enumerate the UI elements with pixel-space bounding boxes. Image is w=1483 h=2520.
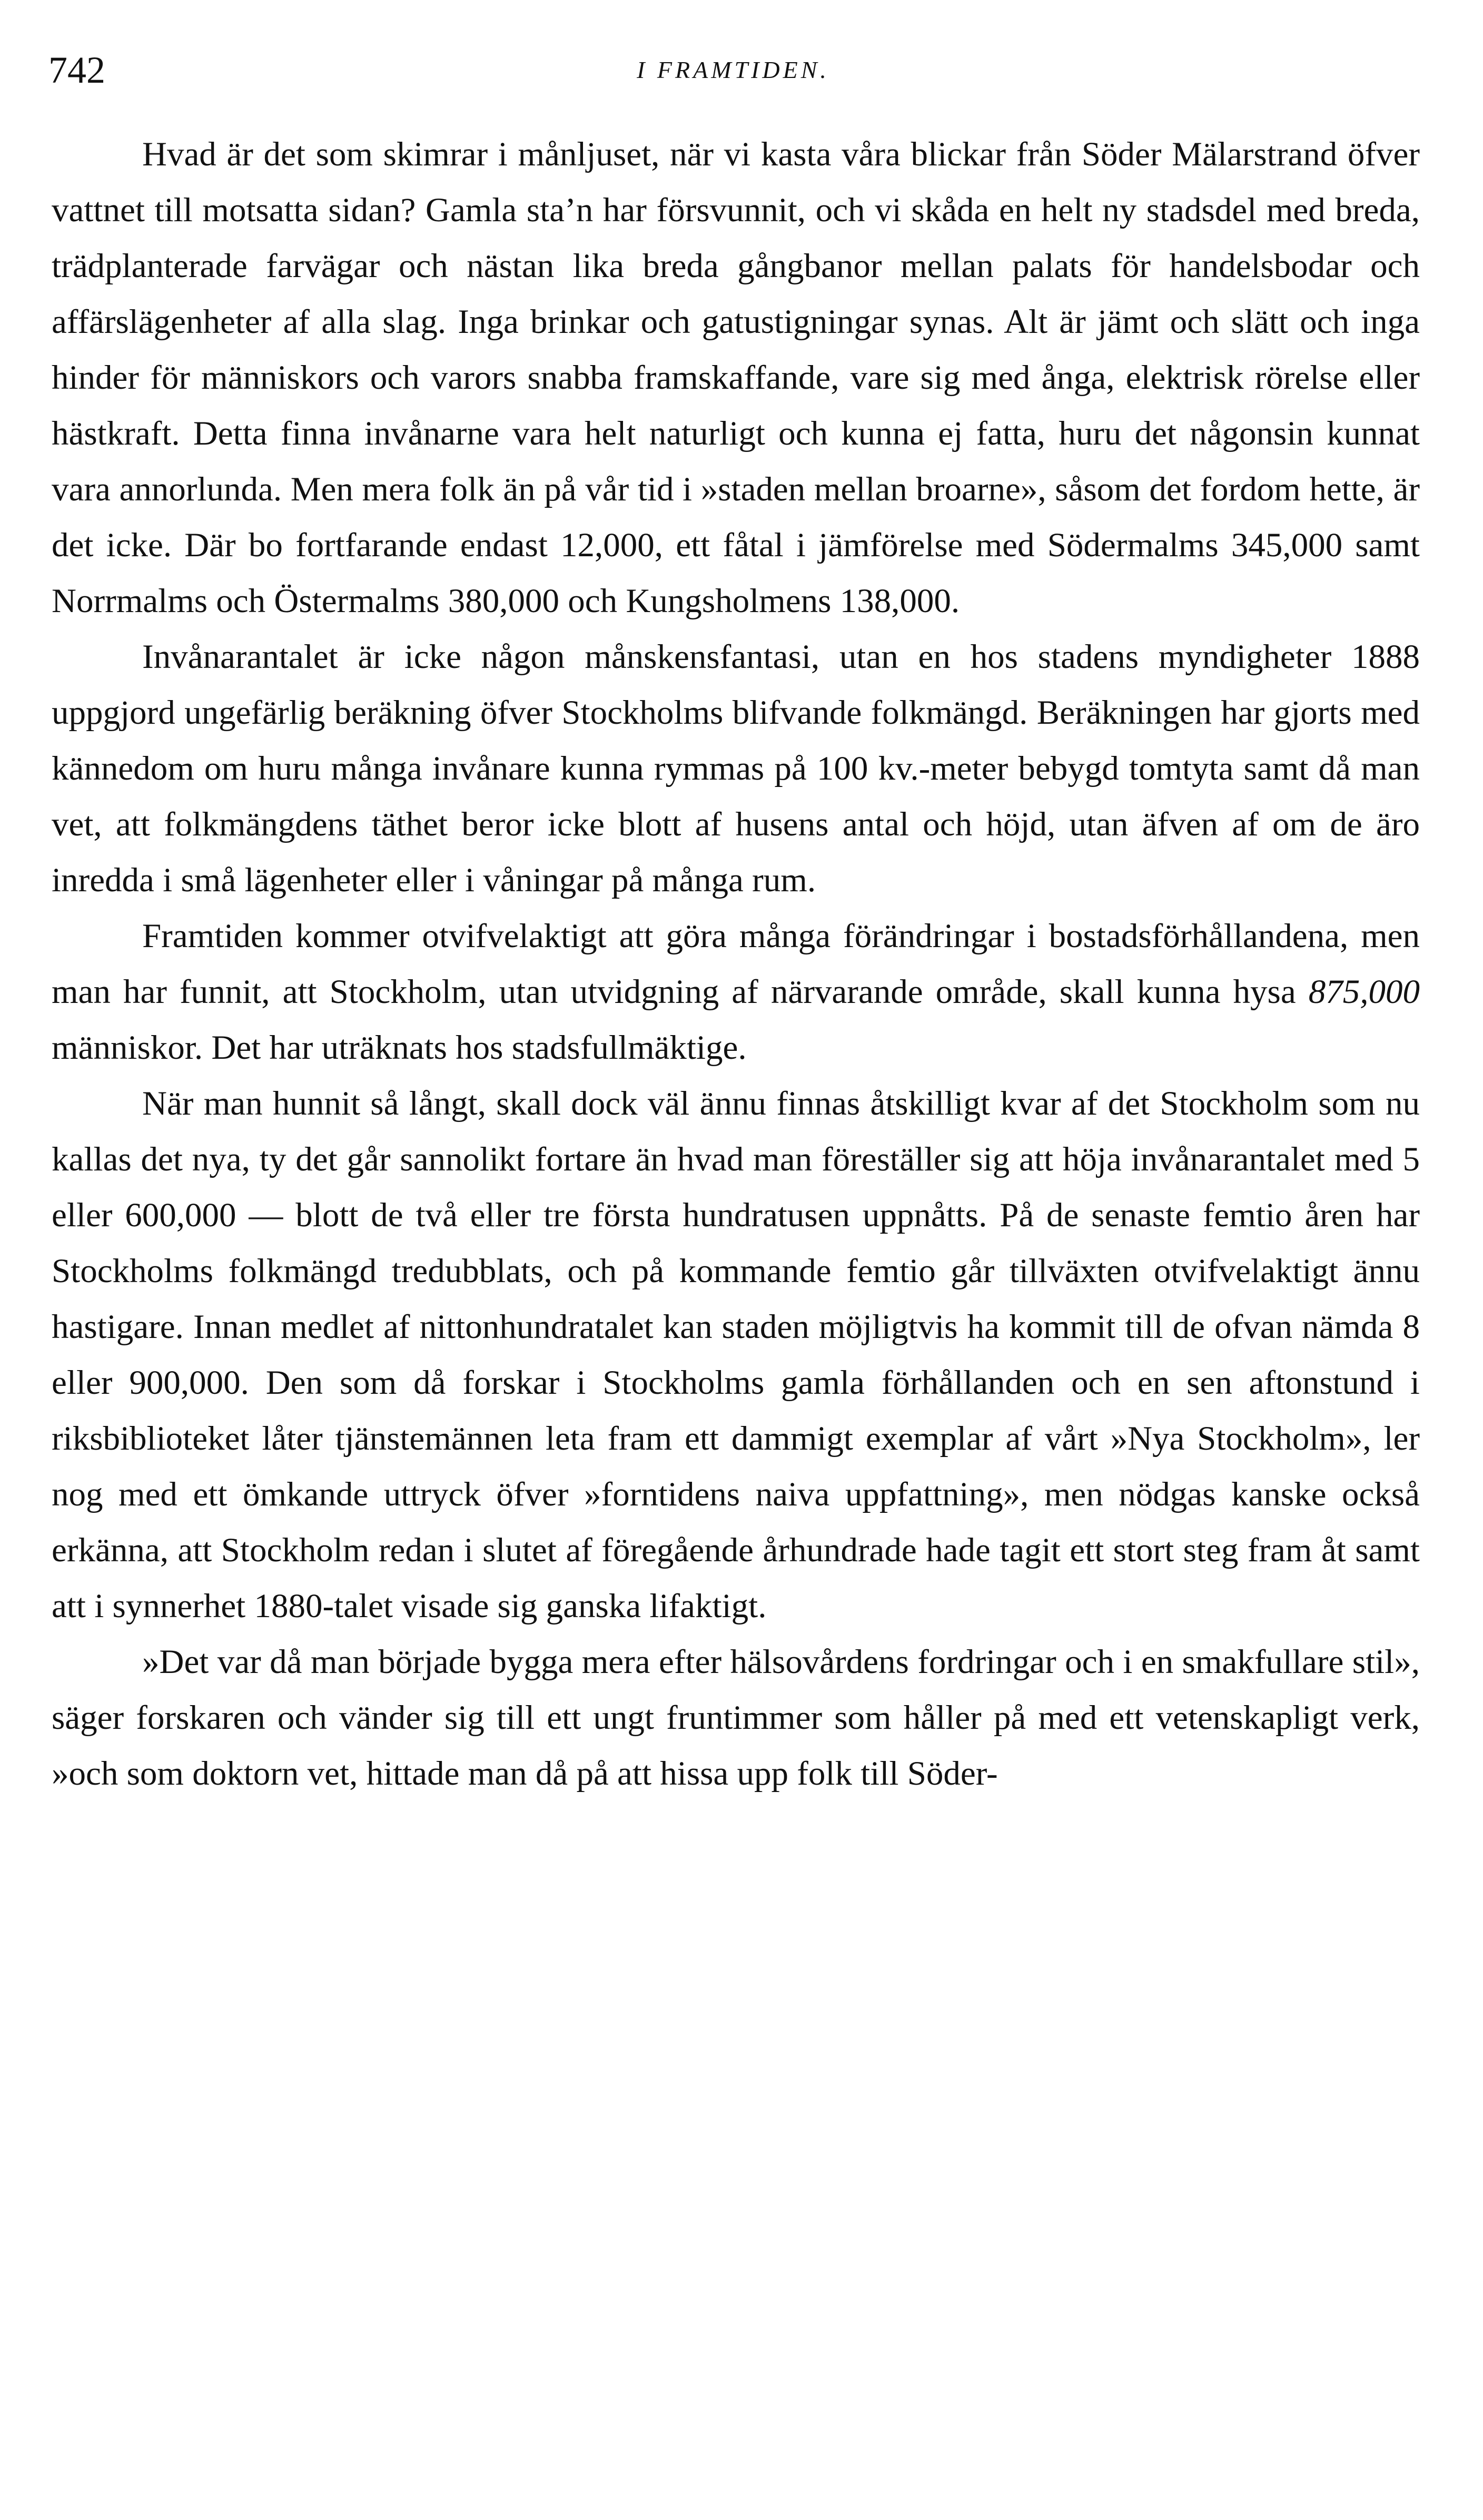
paragraph-3	[52, 908, 1420, 1076]
population-figure: 875,000	[1308, 973, 1420, 1011]
running-title: I FRAMTIDEN.	[637, 56, 829, 83]
paragraph-4: När man hunnit så långt, skall dock väl ännu finnas åtskilligt kvar af det Stockholm som nu kallas det nya, ty det går sannolikt fortare än hvad man föreställer sig att höja invånarantalet med 5 eller 600,000 — blott de två eller tre första hundratusen uppnåtts. På de senaste femtio åren har Stockholms folkmängd tredubblats, och på kommande femtio går tillväxten otvifvelaktigt ännu hastigare. Innan medlet af nittonhundratalet kan staden möjligtvis ha kommit till de ofvan nämda 8 eller 900,000. Den som då forskar i Stockholms gamla förhållanden och en sen aftonstund i riksbiblioteket låter tjänstemännen leta fram ett dammigt exemplar af vårt »Nya Stockholm», ler nog med ett ömkande uttryck öfver »forntidens naiva uppfattning», men nödgas kanske också erkänna, att Stockholm redan i slutet af föregående århundrade hade tagit ett stort steg fram åt samt att i synnerhet 1880-talet visade sig ganska lifaktigt.	[52, 1085, 1420, 1625]
paragraph-3-text-before: Framtiden kommer otvifvelaktigt att göra många förändringar i bostadsförhållandena, men man har funnit, att Stockholm, utan utvidgning af närvarande område, skall kunna hysa	[52, 917, 1420, 1011]
page-header	[48, 46, 1418, 94]
paragraph-1: Hvad är det som skimrar i månljuset, när vi kasta våra blickar från Söder Mälarstrand öfver vattnet till motsatta sidan? Gamla sta’n har försvunnit, och vi skåda en helt ny stadsdel med breda, trädplanterade farvägar och nästan lika breda gångbanor mellan palats för handelsbodar och affärslägenheter af alla slag. Inga brinkar och gatustigningar synas. Alt är jämt och slätt och inga hinder för människors och varors snabba framskaffande, vare sig med ånga, elektrisk rörelse eller hästkraft. Detta finna invånarne vara helt naturligt och kunna ej fatta, huru det någonsin kunnat vara annorlunda. Men mera folk än på vår tid i »staden mellan broarne», såsom det fordom hette, är det icke. Där bo fortfarande endast 12,000, ett fåtal i jämförelse med Södermalms 345,000 samt Norrmalms och Östermalms 380,000 och Kungsholmens 138,000.	[52, 135, 1420, 620]
body-text	[52, 126, 1420, 1802]
paragraph-5: »Det var då man började bygga mera efter hälsovårdens fordringar och i en smakfullare stil», säger forskaren och vänder sig till ett ungt fruntimmer som håller på med ett vetenskapligt verk, »och som doktorn vet, hittade man då på att hissa upp folk till Söder-	[52, 1643, 1420, 1793]
page-number: 742	[48, 49, 105, 91]
paragraph-2: Invånarantalet är icke någon månskensfantasi, utan en hos stadens myndigheter 1888 uppgjord ungefärlig beräkning öfver Stockholms blifvande folkmängd. Beräkningen har gjorts med kännedom om huru många invånare kunna rymmas på 100 kv.-meter bebygd tomtyta samt då man vet, att folkmängdens täthet beror icke blott af husens antal och höjd, utan äfven af om de äro inredda i små lägenheter eller i våningar på många rum.	[52, 638, 1420, 899]
paragraph-3-text-after: människor. Det har uträknats hos stadsfullmäktige.	[52, 1029, 747, 1067]
